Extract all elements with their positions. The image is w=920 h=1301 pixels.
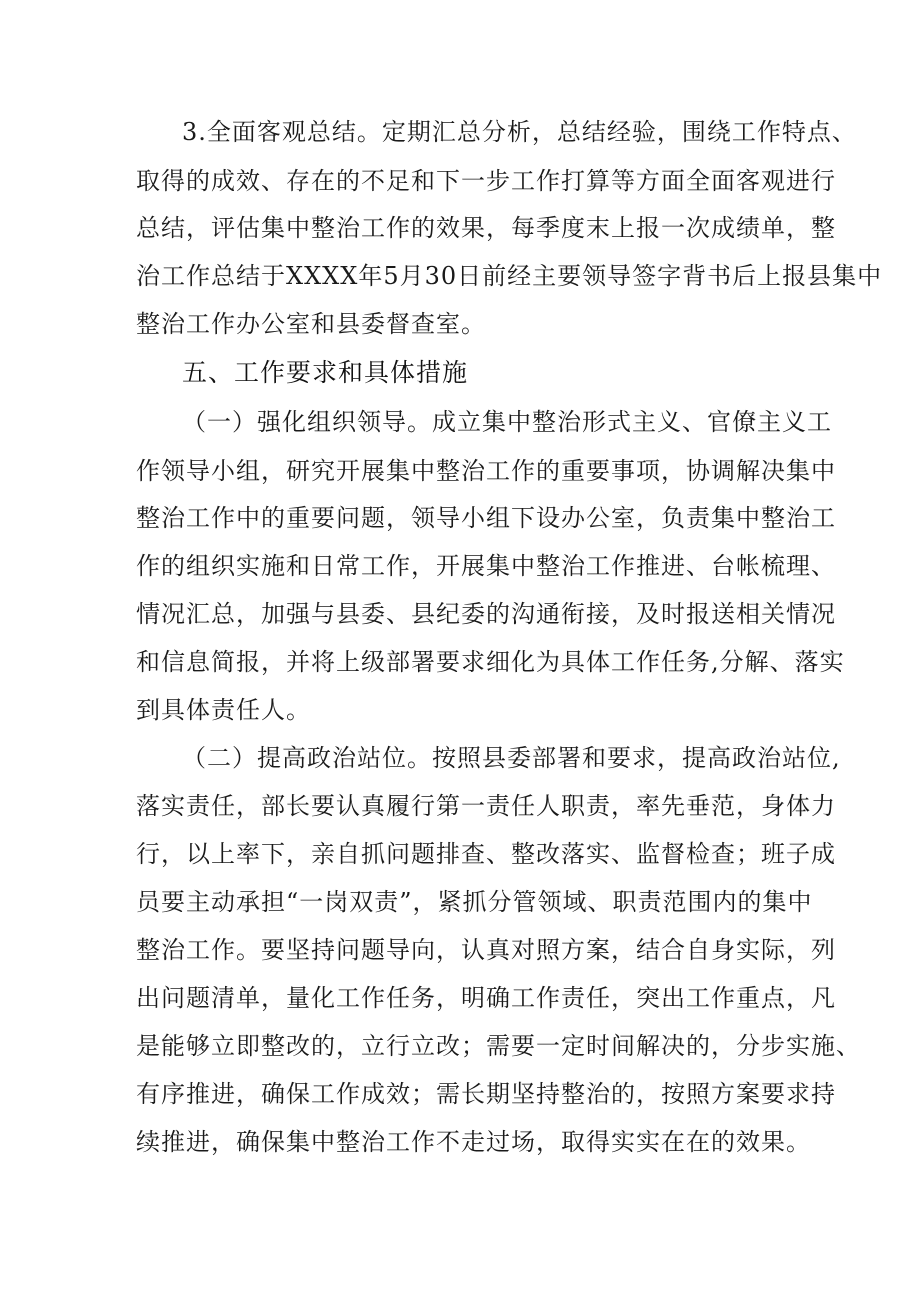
paragraph-line: 总结，评估集中整治工作的效果，每季度末上报一次成绩单，整 [136, 214, 836, 242]
paragraph-line: 治工作总结于XXXX年5月30日前经主要领导签字背书后上报县集中 [136, 262, 883, 290]
paragraph-line: 和信息简报，并将上级部署要求细化为具体工作任务,分解、落实 [136, 648, 845, 676]
paragraph-line: 落实责任，部长要认真履行第一责任人职责，率先垂范，身体力 [136, 792, 836, 820]
paragraph-line: 作的组织实施和日常工作，开展集中整治工作推进、台帐梳理、 [136, 552, 836, 580]
paragraph-line: 出问题清单，量化工作任务，明确工作责任，突出工作重点，凡 [136, 984, 836, 1012]
paragraph-line: （一）强化组织领导。成立集中整治形式主义、官僚主义工 [182, 408, 832, 436]
paragraph-line: 有序推进，确保工作成效；需长期坚持整治的，按照方案要求持 [136, 1080, 836, 1108]
paragraph-line: 整治工作办公室和县委督查室。 [136, 310, 486, 338]
paragraph-line: 作领导小组，研究开展集中整治工作的重要事项，协调解决集中 [136, 457, 836, 485]
paragraph-line: 情况汇总，加强与县委、县纪委的沟通衔接，及时报送相关情况 [136, 600, 836, 628]
section-heading: 五、工作要求和具体措施 [182, 358, 469, 387]
paragraph-line: 3.全面客观总结。定期汇总分析，总结经验，围绕工作特点、 [182, 118, 857, 146]
paragraph-line: 行，以上率下，亲自抓问题排查、整改落实、监督检查；班子成 [136, 840, 836, 868]
paragraph-line: （二）提高政治站位。按照县委部署和要求，提高政治站位, [182, 744, 841, 772]
paragraph-line: 取得的成效、存在的不足和下一步工作打算等方面全面客观进行 [136, 167, 836, 195]
paragraph-line: 到具体责任人。 [136, 696, 311, 724]
paragraph-line: 整治工作。要坚持问题导向，认真对照方案，结合自身实际，列 [136, 936, 836, 964]
paragraph-line: 是能够立即整改的，立行立改；需要一定时间解决的，分步实施、 [136, 1032, 861, 1060]
paragraph-line: 员要主动承担“一岗双责”，紧抓分管领域、职责范围内的集中 [136, 888, 813, 916]
paragraph-line: 续推进，确保集中整治工作不走过场，取得实实在在的效果。 [136, 1128, 811, 1156]
paragraph-line: 整治工作中的重要问题，领导小组下设办公室，负责集中整治工 [136, 504, 836, 532]
